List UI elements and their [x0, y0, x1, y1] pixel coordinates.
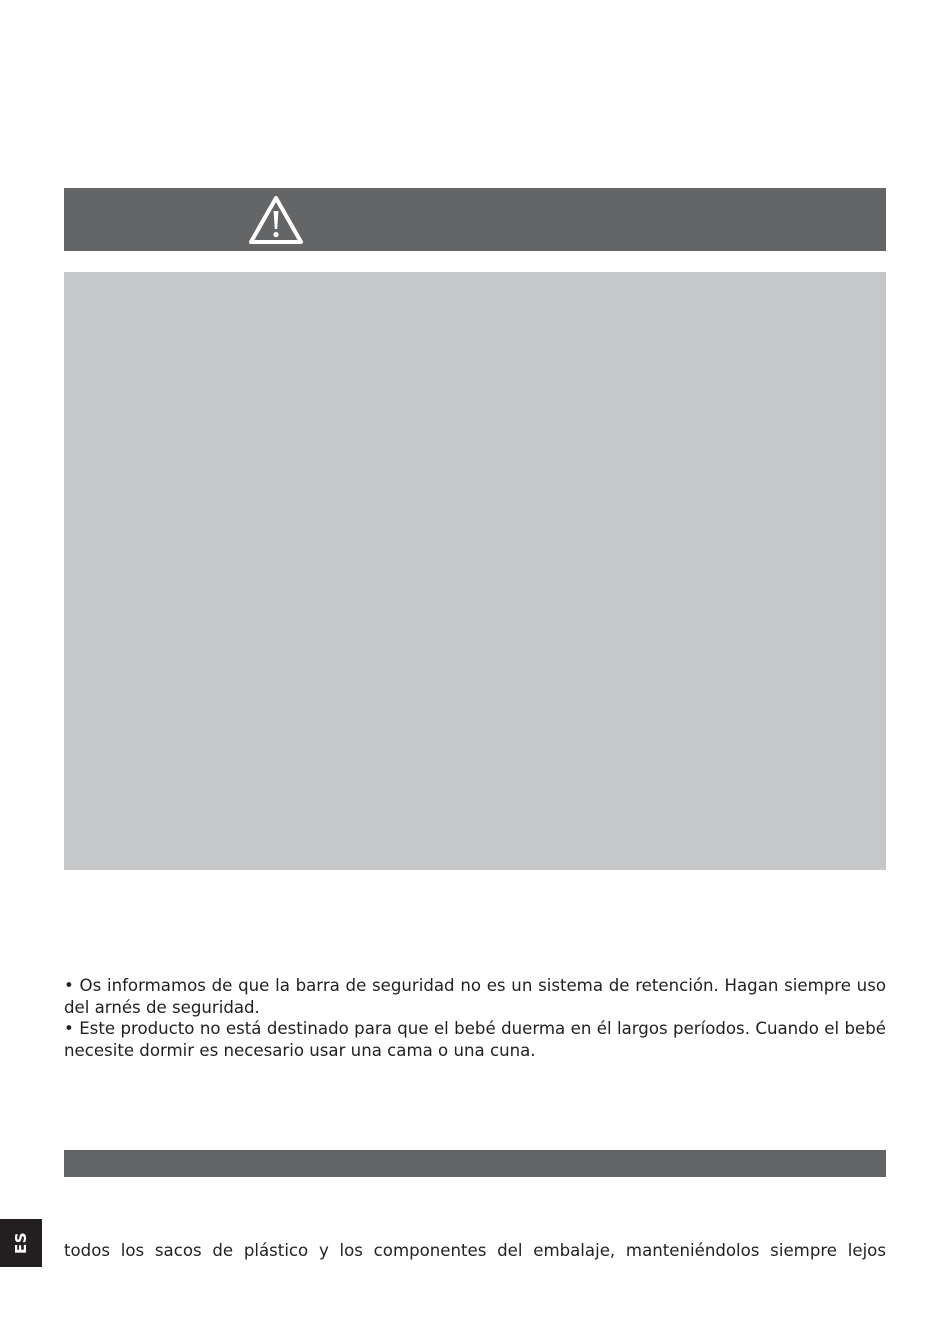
safety-notes — [64, 975, 886, 1061]
warning-content-panel — [64, 272, 886, 870]
warning-triangle-icon — [247, 194, 305, 246]
language-tab-label: ES — [12, 1231, 30, 1255]
language-tab — [0, 1219, 42, 1267]
safety-note-sleep: • Este producto no está destinado para que el bebé duerma en él largos períodos. Cuando el bebé necesite dormir es necesario usar una cama o una cuna. — [64, 1019, 886, 1060]
warning-header-bar — [64, 188, 886, 251]
safety-note-restraint: • Os informamos de que la barra de seguridad no es un sistema de retención. Hagan siempre uso del arnés de seguridad. — [64, 976, 886, 1017]
body-text-line: todos los sacos de plástico y los componentes del embalaje, manteniéndolos siempre lejos — [64, 1241, 886, 1260]
section-header-bar — [64, 1150, 886, 1177]
